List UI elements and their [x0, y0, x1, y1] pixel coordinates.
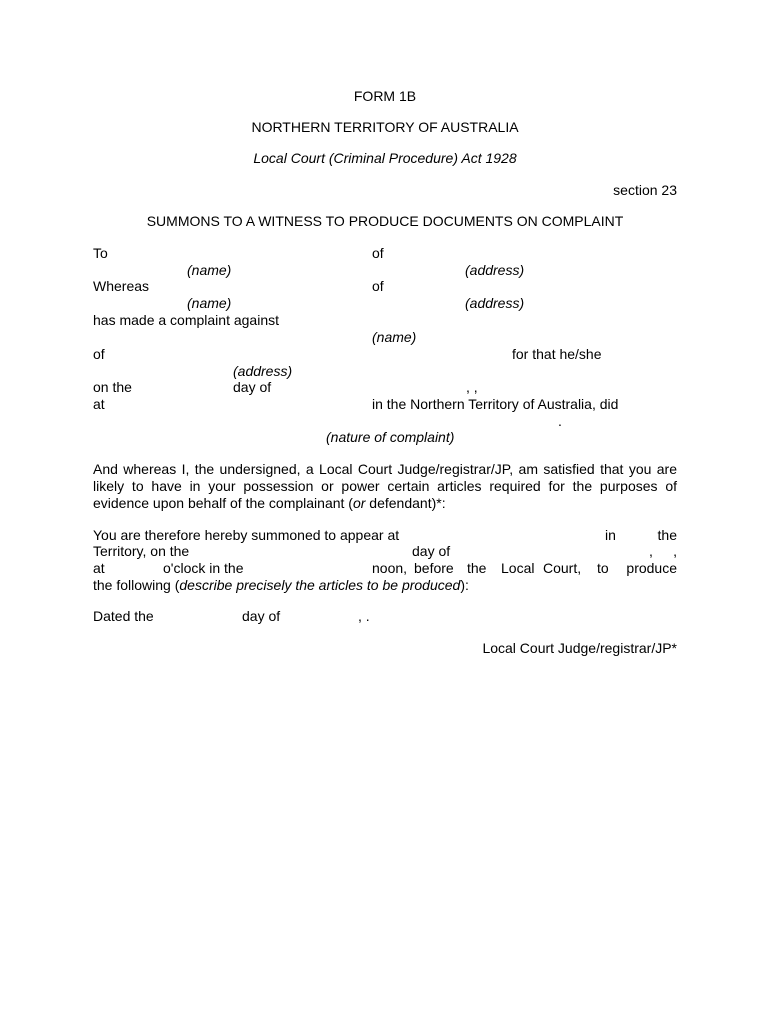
date-commas: , ,: [466, 379, 478, 395]
of-label-2: of: [372, 278, 384, 294]
summons-line-3: [93, 560, 677, 577]
line1-the: the: [657, 527, 677, 543]
whereas-label: Whereas: [93, 278, 150, 294]
period-mark: .: [558, 413, 562, 429]
line2-day-of: day of: [412, 543, 451, 559]
line4-text-a: the following (: [93, 577, 180, 593]
of-label-3: of: [93, 346, 105, 362]
line3-produce: produce: [626, 560, 677, 576]
line4-italic: describe precisely the articles to be produced: [179, 577, 461, 593]
in-nt-label: in the Northern Territory of Australia, did: [372, 396, 619, 412]
para1-or: or: [352, 495, 366, 511]
nature-hint: (nature of complaint): [326, 429, 455, 445]
line4-text-b: ):: [460, 577, 469, 593]
line3-local: Local: [501, 560, 535, 576]
name-hint-3: (name): [372, 329, 417, 345]
for-that-label: for that he/she: [512, 346, 602, 362]
at-label: at: [93, 396, 105, 412]
line3-at: at: [93, 560, 105, 576]
signature-label: Local Court Judge/registrar/JP*: [482, 640, 677, 656]
address-hint-3: (address): [233, 363, 293, 379]
line3-the: the: [467, 560, 487, 576]
form-number: FORM 1B: [353, 88, 417, 104]
summons-title: SUMMONS TO A WITNESS TO PRODUCE DOCUMENTS ON COMPLAINT: [146, 213, 624, 229]
line3-noon: noon,: [372, 560, 408, 576]
of-label-1: of: [372, 245, 384, 261]
act-title: Local Court (Criminal Procedure) Act 1928: [253, 150, 517, 166]
dated-day-of-label: day of: [242, 608, 281, 624]
address-hint-1: (address): [465, 262, 525, 278]
satisfaction-paragraph: [93, 461, 677, 512]
para1-text-b: defendant)*:: [365, 495, 446, 511]
line3-court: Court,: [543, 560, 582, 576]
summons-line-2: [93, 543, 677, 560]
para1-text-a: And whereas I, the undersigned, a Local Court Judge/registrar/JP, am satisfied that you are likely to have in your possession or power certain articles required for the purposes of evidence upon behalf of the complainant (: [93, 461, 677, 511]
complaint-against-label: has made a complaint against: [93, 312, 279, 328]
line2-text: Territory, on the: [93, 543, 190, 559]
jurisdiction-heading: NORTHERN TERRITORY OF AUSTRALIA: [251, 119, 519, 135]
line2-comma-2: ,: [673, 543, 677, 559]
line3-before: before: [414, 560, 454, 576]
on-the-label: on the: [93, 379, 132, 395]
line1-in: in: [605, 527, 616, 543]
line3-oclock: o'clock in the: [163, 560, 244, 576]
address-hint-2: (address): [465, 295, 525, 311]
to-label: To: [93, 245, 108, 261]
summons-line-4: [93, 577, 469, 594]
dated-the-label: Dated the: [93, 608, 154, 624]
name-hint-1: (name): [187, 262, 232, 278]
dated-punct: , .: [358, 608, 370, 624]
summons-line-1: [93, 527, 677, 544]
name-hint-2: (name): [187, 295, 232, 311]
line2-comma-1: ,: [649, 543, 653, 559]
day-of-label: day of: [233, 379, 272, 395]
line3-to: to: [597, 560, 609, 576]
line1-text: You are therefore hereby summoned to appear at: [93, 527, 400, 543]
section-reference: section 23: [613, 182, 677, 198]
